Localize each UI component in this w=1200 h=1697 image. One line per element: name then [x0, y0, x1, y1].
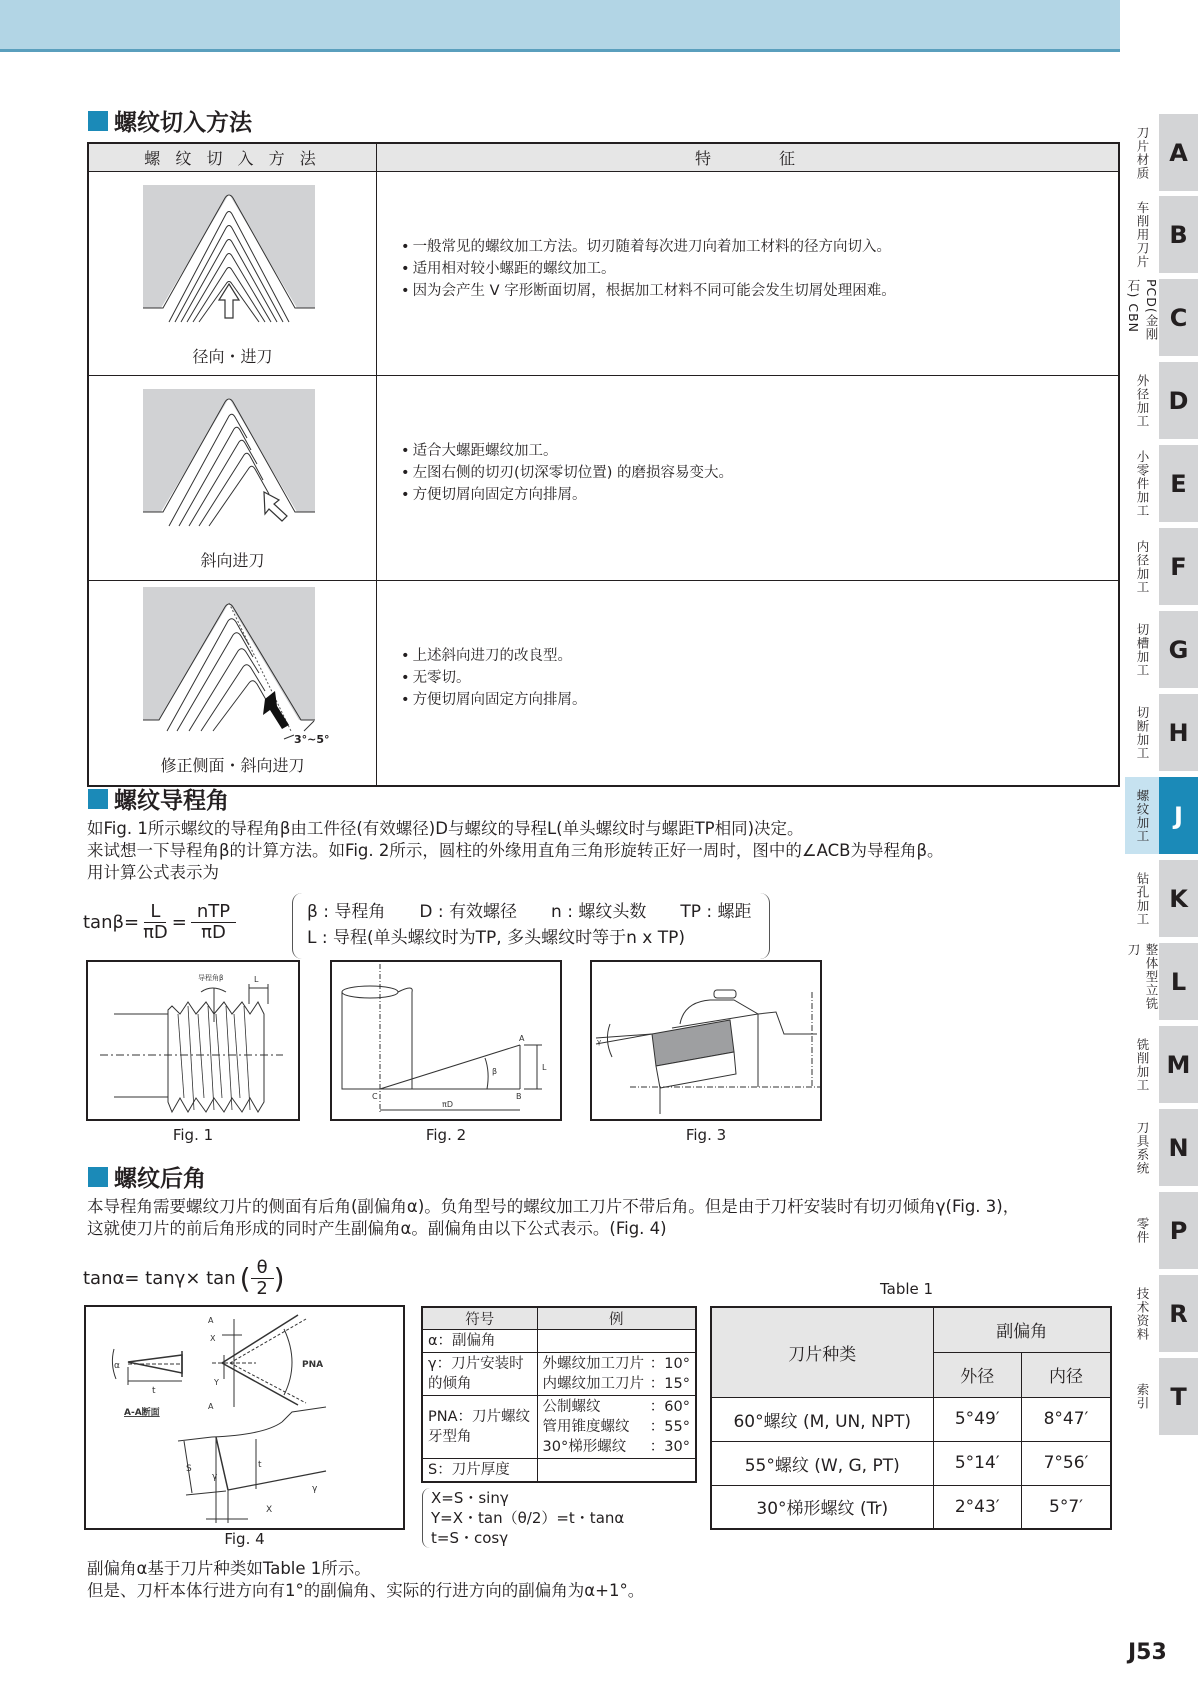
side-tab-n[interactable]: 刀具系统 N — [1125, 1109, 1198, 1186]
side-tab-t[interactable]: 索引 T — [1125, 1358, 1198, 1435]
svg-text:γ: γ — [212, 1472, 218, 1482]
side-tab-b[interactable]: 车削用刀片 B — [1125, 196, 1198, 273]
section-bullet-icon — [88, 1167, 108, 1187]
svg-text:A-A断面: A-A断面 — [124, 1408, 160, 1418]
svg-text:B: B — [516, 1092, 522, 1101]
table-row: S：刀片厚度 — [422, 1459, 696, 1483]
side-tab-d[interactable]: 外径加工 D — [1125, 362, 1198, 439]
fig3-holder-diagram — [590, 960, 822, 1121]
modified-flank-infeed-diagram — [89, 581, 376, 781]
lead-angle-paragraph: 如Fig. 1所示螺纹的导程角β由工件径(有效螺径)D与螺纹的导程L(单头螺纹时与螺距TP相同)决定。 来试想一下导程角β的计算方法。如Fig. 2所示，圆柱的外缘用直角三角形旋转正好一周时，图中的∠ACB为导程角β。 用计算公式表示为 — [87, 819, 944, 882]
table-row: PNA：刀片螺纹牙型角 公制螺纹 ：60° 管用锥度螺纹 ：55° 30°梯形螺纹 ：30° — [422, 1396, 696, 1459]
svg-text:X: X — [266, 1505, 273, 1515]
section-bullet-icon — [88, 111, 108, 131]
table-row: 斜向进刀 • 适合大螺距螺纹加工。 • 左图右侧的切刃(切深零切位置) 的磨损容易变大。 • 方便切屑向固定方向排屑。 — [88, 375, 1119, 580]
side-tab-l[interactable]: 整体型立铣刀 L — [1125, 943, 1198, 1020]
section-title-thread-clearance: 螺纹后角 — [88, 1160, 206, 1193]
modified-flank-infeed-figure: 3°~5° 修正侧面・斜向进刀 — [88, 580, 377, 786]
table-row: 60°螺纹 (M, UN, NPT) 5°49′ 8°47′ — [711, 1397, 1111, 1441]
side-tab-p[interactable]: 零件 P — [1125, 1192, 1198, 1269]
flank-infeed-diagram — [89, 376, 376, 576]
svg-text:t: t — [258, 1460, 262, 1470]
svg-text:X: X — [210, 1334, 216, 1343]
svg-text:γ: γ — [312, 1484, 318, 1494]
equation-set: X=S・sinγ Y=X・tan（θ/2）=t・tanα t=S・cosγ — [422, 1488, 624, 1548]
clearance-paragraph: 本导程角需要螺纹刀片的侧面有后角(副偏角α)。负角型号的螺纹加工刀片不带后角。但是由于刀杆安装时有切刃倾角γ(Fig. 3)， 这就使刀片的前后角形成的同时产生副偏角α。副偏角由以下公式表示。(Fig. 4) — [87, 1197, 1020, 1238]
fig1-thread-diagram — [86, 960, 300, 1121]
flank-infeed-figure: 斜向进刀 — [88, 375, 377, 580]
side-tab-h[interactable]: 切断加工 H — [1125, 694, 1198, 771]
table-row: 30°梯形螺纹 (Tr) 2°43′ 5°7′ — [711, 1485, 1111, 1529]
footer-notes: 副偏角α基于刀片种类如Table 1所示。 但是、刀杆本体行进方向有1°的副偏角、实际的行进方向的副偏角为α+1°。 — [87, 1559, 645, 1600]
symbol-table: 符号 例 α：副偏角 γ：刀片安装时的倾角 外螺纹加工刀片 ：10° 内螺纹加工刀片 ：15° PNA：刀片螺纹牙型角 公制螺纹 ：60° 管用锥度螺纹 ：55° 30°梯形螺纹 ：30° S：刀片厚度 — [421, 1306, 697, 1483]
svg-text:C: C — [372, 1092, 378, 1101]
svg-text:L: L — [254, 975, 259, 984]
section-title-thread-infeed: 螺纹切入方法 — [88, 104, 252, 137]
section-title-lead-angle: 螺纹导程角 — [88, 782, 229, 815]
svg-text:A: A — [208, 1316, 214, 1325]
col-header-feature: 特 征 — [377, 143, 1120, 171]
table-row: 3°~5° 修正侧面・斜向进刀 • 上述斜向进刀的改良型。 • 无零切。 • 方便切屑向固定方向排屑。 — [88, 580, 1119, 786]
svg-text:A: A — [519, 1034, 525, 1043]
lead-angle-formula: tanβ= $\frac{L}{\pi D}$ = $\frac{\text{nTP}}{\pi D}$ — [83, 902, 240, 943]
svg-text:PNA: PNA — [302, 1360, 324, 1370]
table-row: α：副偏角 — [422, 1330, 696, 1353]
side-tab-k[interactable]: 钻孔加工 K — [1125, 860, 1198, 937]
svg-text:Y: Y — [214, 1378, 219, 1387]
svg-text:α: α — [114, 1361, 120, 1371]
header-band — [0, 0, 1120, 52]
radial-infeed-figure: 径向・进刀 — [88, 171, 377, 375]
svg-text:S: S — [186, 1464, 192, 1474]
side-tab-e[interactable]: 小零件加工 E — [1125, 445, 1198, 522]
side-tab-j[interactable]: 螺纹加工 J — [1125, 777, 1198, 854]
svg-text:t: t — [152, 1386, 156, 1396]
side-tab-a[interactable]: 刀片材质 A — [1125, 114, 1198, 191]
svg-text:3°~5°: 3°~5° — [294, 732, 330, 746]
side-tab-c[interactable]: PCD(金刚石) CBN C — [1125, 279, 1198, 356]
svg-text:L: L — [542, 1063, 547, 1072]
clearance-formula: tanα= tanγ× tan ( $\frac{\theta}{2}$ ) — [83, 1257, 285, 1299]
col-header-method: 螺 纹 切 入 方 法 — [88, 143, 377, 171]
svg-text:β: β — [492, 1067, 498, 1076]
svg-text:γ: γ — [597, 1038, 602, 1046]
fig2-triangle-diagram — [330, 960, 562, 1121]
table-row: γ：刀片安装时的倾角 外螺纹加工刀片 ：10° 内螺纹加工刀片 ：15° — [422, 1353, 696, 1396]
svg-text:导程角β: 导程角β — [198, 974, 224, 982]
table-row: 55°螺纹 (W, G, PT) 5°14′ 7°56′ — [711, 1441, 1111, 1485]
section-bullet-icon — [88, 789, 108, 809]
side-tab-g[interactable]: 切槽加工 G — [1125, 611, 1198, 688]
fig3-caption: Fig. 3 — [685, 1126, 727, 1144]
fig2-caption: Fig. 2 — [425, 1126, 467, 1144]
radial-infeed-diagram — [89, 172, 376, 371]
table1-caption: Table 1 — [880, 1280, 934, 1298]
infeed-methods-table — [87, 142, 1120, 787]
table-row: 径向・进刀 • 一般常见的螺纹加工方法。切刃随着每次进刀向着加工材料的径方向切入。 • 适用相对较小螺距的螺纹加工。 • 因为会产生 V 字形断面切屑，根据加工材料不同可能会发生切屑处理困难。 — [88, 171, 1119, 375]
page-number: J53 — [1128, 1640, 1167, 1665]
side-tab-f[interactable]: 内径加工 F — [1125, 528, 1198, 605]
svg-text:πD: πD — [442, 1100, 453, 1109]
table1-clearance-angles: 刀片种类 副偏角 外径 内径 60°螺纹 (M, UN, NPT) 5°49′ 8°47′ 55°螺纹 (W, G, PT) 5°14′ 7°56′ 30°梯形螺纹 (Tr) 2°43′ 5°7′ — [710, 1306, 1112, 1530]
symbol-legend: β : 导程角 D : 有效螺径 n : 螺纹头数 TP : 螺距 L : 导程(单头螺纹时为TP, 多头螺纹时等于n x TP) — [292, 893, 770, 959]
fig4-clearance-diagram — [84, 1305, 405, 1530]
fig4-caption: Fig. 4 — [224, 1530, 265, 1548]
svg-text:A: A — [208, 1402, 214, 1411]
fig1-caption: Fig. 1 — [172, 1126, 214, 1144]
side-tab-r[interactable]: 技术资料 R — [1125, 1275, 1198, 1352]
side-tab-m[interactable]: 铣削加工 M — [1125, 1026, 1198, 1103]
